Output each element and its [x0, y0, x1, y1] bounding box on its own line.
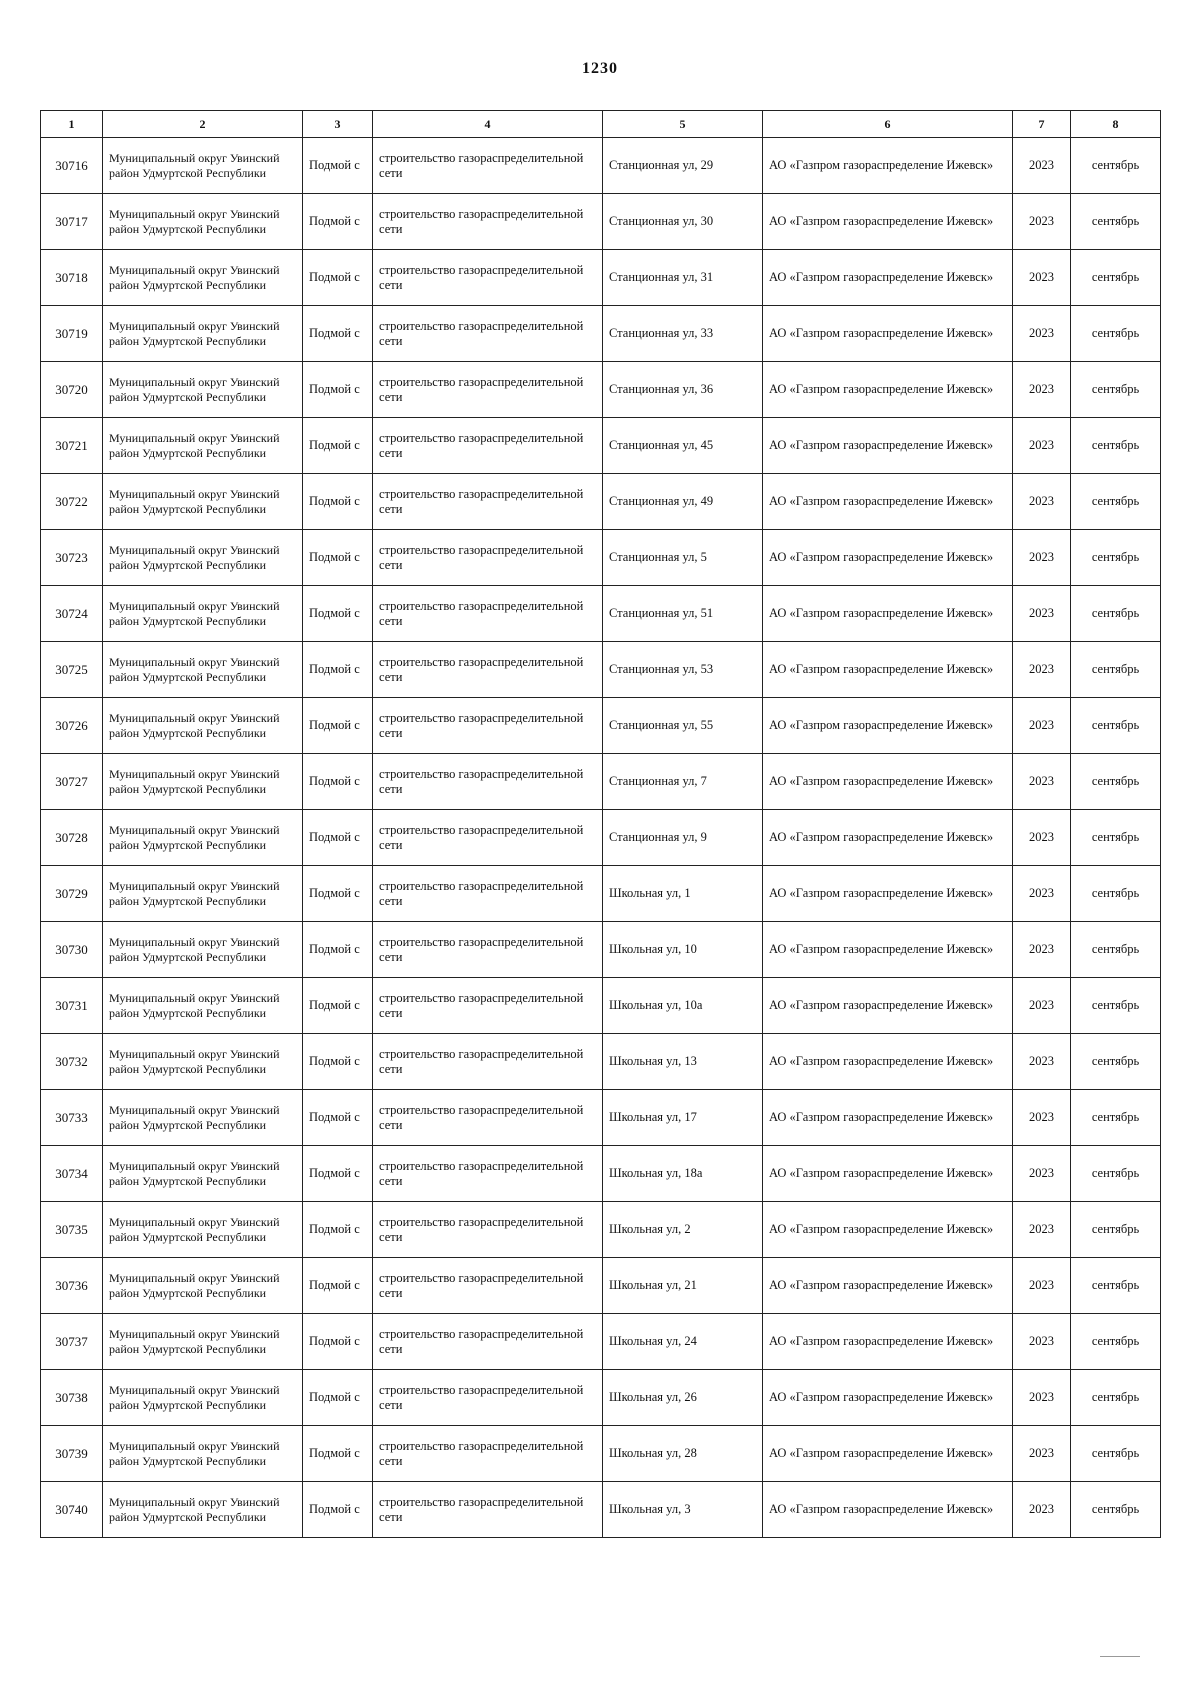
organization-cell: АО «Газпром газораспределение Ижевск»	[763, 1482, 1013, 1538]
row-number: 30724	[41, 586, 103, 642]
work-type-cell: строительство газораспределительной сети	[373, 306, 603, 362]
month-cell: сентябрь	[1071, 698, 1161, 754]
gasification-table	[40, 110, 1161, 1538]
district-cell: Муниципальный округ Увинский район Удмуртской Республики	[103, 810, 303, 866]
settlement-cell: Подмой с	[303, 1258, 373, 1314]
organization-cell: АО «Газпром газораспределение Ижевск»	[763, 1090, 1013, 1146]
table-row	[41, 306, 1161, 362]
organization-cell: АО «Газпром газораспределение Ижевск»	[763, 586, 1013, 642]
table-row	[41, 1482, 1161, 1538]
column-number-header-row	[41, 111, 1161, 138]
table-row	[41, 194, 1161, 250]
column-header-4: 4	[373, 111, 603, 138]
address-cell: Станционная ул, 31	[603, 250, 763, 306]
address-cell: Станционная ул, 36	[603, 362, 763, 418]
work-type-cell: строительство газораспределительной сети	[373, 418, 603, 474]
work-type-cell: строительство газораспределительной сети	[373, 1426, 603, 1482]
year-cell: 2023	[1013, 1370, 1071, 1426]
organization-cell: АО «Газпром газораспределение Ижевск»	[763, 418, 1013, 474]
year-cell: 2023	[1013, 362, 1071, 418]
settlement-cell: Подмой с	[303, 810, 373, 866]
month-cell: сентябрь	[1071, 754, 1161, 810]
settlement-cell: Подмой с	[303, 866, 373, 922]
work-type-cell: строительство газораспределительной сети	[373, 1146, 603, 1202]
address-cell: Станционная ул, 9	[603, 810, 763, 866]
settlement-cell: Подмой с	[303, 362, 373, 418]
settlement-cell: Подмой с	[303, 1370, 373, 1426]
work-type-cell: строительство газораспределительной сети	[373, 250, 603, 306]
address-cell: Школьная ул, 17	[603, 1090, 763, 1146]
month-cell: сентябрь	[1071, 1090, 1161, 1146]
row-number: 30722	[41, 474, 103, 530]
district-cell: Муниципальный округ Увинский район Удмуртской Республики	[103, 1202, 303, 1258]
district-cell: Муниципальный округ Увинский район Удмуртской Республики	[103, 194, 303, 250]
settlement-cell: Подмой с	[303, 1034, 373, 1090]
row-number: 30732	[41, 1034, 103, 1090]
district-cell: Муниципальный округ Увинский район Удмуртской Республики	[103, 1370, 303, 1426]
table-row	[41, 754, 1161, 810]
table-row	[41, 138, 1161, 194]
year-cell: 2023	[1013, 978, 1071, 1034]
work-type-cell: строительство газораспределительной сети	[373, 1370, 603, 1426]
row-number: 30737	[41, 1314, 103, 1370]
settlement-cell: Подмой с	[303, 1426, 373, 1482]
table-row	[41, 1034, 1161, 1090]
organization-cell: АО «Газпром газораспределение Ижевск»	[763, 1146, 1013, 1202]
address-cell: Станционная ул, 51	[603, 586, 763, 642]
settlement-cell: Подмой с	[303, 1202, 373, 1258]
settlement-cell: Подмой с	[303, 306, 373, 362]
settlement-cell: Подмой с	[303, 922, 373, 978]
settlement-cell: Подмой с	[303, 586, 373, 642]
row-number: 30716	[41, 138, 103, 194]
year-cell: 2023	[1013, 474, 1071, 530]
row-number: 30734	[41, 1146, 103, 1202]
work-type-cell: строительство газораспределительной сети	[373, 1314, 603, 1370]
month-cell: сентябрь	[1071, 306, 1161, 362]
address-cell: Станционная ул, 53	[603, 642, 763, 698]
work-type-cell: строительство газораспределительной сети	[373, 138, 603, 194]
year-cell: 2023	[1013, 810, 1071, 866]
settlement-cell: Подмой с	[303, 194, 373, 250]
column-header-5: 5	[603, 111, 763, 138]
row-number: 30731	[41, 978, 103, 1034]
settlement-cell: Подмой с	[303, 1090, 373, 1146]
work-type-cell: строительство газораспределительной сети	[373, 642, 603, 698]
settlement-cell: Подмой с	[303, 250, 373, 306]
page-number: 1230	[582, 60, 618, 77]
district-cell: Муниципальный округ Увинский район Удмуртской Республики	[103, 978, 303, 1034]
month-cell: сентябрь	[1071, 138, 1161, 194]
district-cell: Муниципальный округ Увинский район Удмуртской Республики	[103, 586, 303, 642]
month-cell: сентябрь	[1071, 1314, 1161, 1370]
row-number: 30725	[41, 642, 103, 698]
address-cell: Школьная ул, 28	[603, 1426, 763, 1482]
organization-cell: АО «Газпром газораспределение Ижевск»	[763, 754, 1013, 810]
address-cell: Станционная ул, 30	[603, 194, 763, 250]
organization-cell: АО «Газпром газораспределение Ижевск»	[763, 138, 1013, 194]
organization-cell: АО «Газпром газораспределение Ижевск»	[763, 362, 1013, 418]
table-row	[41, 1314, 1161, 1370]
organization-cell: АО «Газпром газораспределение Ижевск»	[763, 866, 1013, 922]
row-number: 30738	[41, 1370, 103, 1426]
district-cell: Муниципальный округ Увинский район Удмуртской Республики	[103, 418, 303, 474]
district-cell: Муниципальный округ Увинский район Удмуртской Республики	[103, 1426, 303, 1482]
month-cell: сентябрь	[1071, 1426, 1161, 1482]
district-cell: Муниципальный округ Увинский район Удмуртской Республики	[103, 866, 303, 922]
organization-cell: АО «Газпром газораспределение Ижевск»	[763, 1314, 1013, 1370]
organization-cell: АО «Газпром газораспределение Ижевск»	[763, 642, 1013, 698]
row-number: 30728	[41, 810, 103, 866]
table-body	[41, 138, 1161, 1538]
row-number: 30718	[41, 250, 103, 306]
column-header-3: 3	[303, 111, 373, 138]
year-cell: 2023	[1013, 1482, 1071, 1538]
year-cell: 2023	[1013, 754, 1071, 810]
month-cell: сентябрь	[1071, 922, 1161, 978]
year-cell: 2023	[1013, 418, 1071, 474]
year-cell: 2023	[1013, 1034, 1071, 1090]
organization-cell: АО «Газпром газораспределение Ижевск»	[763, 810, 1013, 866]
table-row	[41, 418, 1161, 474]
month-cell: сентябрь	[1071, 474, 1161, 530]
settlement-cell: Подмой с	[303, 1146, 373, 1202]
row-number: 30730	[41, 922, 103, 978]
table-row	[41, 922, 1161, 978]
row-number: 30720	[41, 362, 103, 418]
table-row	[41, 642, 1161, 698]
address-cell: Станционная ул, 55	[603, 698, 763, 754]
address-cell: Школьная ул, 3	[603, 1482, 763, 1538]
address-cell: Школьная ул, 26	[603, 1370, 763, 1426]
organization-cell: АО «Газпром газораспределение Ижевск»	[763, 922, 1013, 978]
settlement-cell: Подмой с	[303, 1314, 373, 1370]
table-row	[41, 474, 1161, 530]
month-cell: сентябрь	[1071, 1258, 1161, 1314]
month-cell: сентябрь	[1071, 1370, 1161, 1426]
column-header-8: 8	[1071, 111, 1161, 138]
row-number: 30729	[41, 866, 103, 922]
work-type-cell: строительство газораспределительной сети	[373, 698, 603, 754]
settlement-cell: Подмой с	[303, 642, 373, 698]
address-cell: Школьная ул, 13	[603, 1034, 763, 1090]
column-header-7: 7	[1013, 111, 1071, 138]
work-type-cell: строительство газораспределительной сети	[373, 362, 603, 418]
month-cell: сентябрь	[1071, 530, 1161, 586]
row-number: 30719	[41, 306, 103, 362]
settlement-cell: Подмой с	[303, 1482, 373, 1538]
year-cell: 2023	[1013, 922, 1071, 978]
month-cell: сентябрь	[1071, 1482, 1161, 1538]
district-cell: Муниципальный округ Увинский район Удмуртской Республики	[103, 698, 303, 754]
address-cell: Станционная ул, 33	[603, 306, 763, 362]
table-row	[41, 250, 1161, 306]
table-row	[41, 1426, 1161, 1482]
organization-cell: АО «Газпром газораспределение Ижевск»	[763, 306, 1013, 362]
row-number: 30733	[41, 1090, 103, 1146]
district-cell: Муниципальный округ Увинский район Удмуртской Республики	[103, 1090, 303, 1146]
margin-mark	[1100, 1656, 1140, 1657]
work-type-cell: строительство газораспределительной сети	[373, 474, 603, 530]
district-cell: Муниципальный округ Увинский район Удмуртской Республики	[103, 1034, 303, 1090]
address-cell: Станционная ул, 7	[603, 754, 763, 810]
settlement-cell: Подмой с	[303, 978, 373, 1034]
district-cell: Муниципальный округ Увинский район Удмуртской Республики	[103, 754, 303, 810]
district-cell: Муниципальный округ Увинский район Удмуртской Республики	[103, 1314, 303, 1370]
settlement-cell: Подмой с	[303, 474, 373, 530]
address-cell: Школьная ул, 24	[603, 1314, 763, 1370]
month-cell: сентябрь	[1071, 978, 1161, 1034]
organization-cell: АО «Газпром газораспределение Ижевск»	[763, 194, 1013, 250]
work-type-cell: строительство газораспределительной сети	[373, 754, 603, 810]
work-type-cell: строительство газораспределительной сети	[373, 810, 603, 866]
address-cell: Станционная ул, 5	[603, 530, 763, 586]
year-cell: 2023	[1013, 586, 1071, 642]
settlement-cell: Подмой с	[303, 530, 373, 586]
work-type-cell: строительство газораспределительной сети	[373, 978, 603, 1034]
month-cell: сентябрь	[1071, 194, 1161, 250]
district-cell: Муниципальный округ Увинский район Удмуртской Республики	[103, 474, 303, 530]
year-cell: 2023	[1013, 138, 1071, 194]
district-cell: Муниципальный округ Увинский район Удмуртской Республики	[103, 642, 303, 698]
table-row	[41, 530, 1161, 586]
table-row	[41, 1258, 1161, 1314]
row-number: 30721	[41, 418, 103, 474]
year-cell: 2023	[1013, 642, 1071, 698]
district-cell: Муниципальный округ Увинский район Удмуртской Республики	[103, 306, 303, 362]
table-row	[41, 810, 1161, 866]
work-type-cell: строительство газораспределительной сети	[373, 1090, 603, 1146]
table-row	[41, 698, 1161, 754]
address-cell: Станционная ул, 45	[603, 418, 763, 474]
year-cell: 2023	[1013, 866, 1071, 922]
month-cell: сентябрь	[1071, 586, 1161, 642]
organization-cell: АО «Газпром газораспределение Ижевск»	[763, 530, 1013, 586]
settlement-cell: Подмой с	[303, 418, 373, 474]
address-cell: Школьная ул, 10а	[603, 978, 763, 1034]
district-cell: Муниципальный округ Увинский район Удмуртской Республики	[103, 1146, 303, 1202]
table-row	[41, 978, 1161, 1034]
settlement-cell: Подмой с	[303, 138, 373, 194]
table-row	[41, 1090, 1161, 1146]
work-type-cell: строительство газораспределительной сети	[373, 1202, 603, 1258]
row-number: 30723	[41, 530, 103, 586]
year-cell: 2023	[1013, 530, 1071, 586]
work-type-cell: строительство газораспределительной сети	[373, 530, 603, 586]
address-cell: Школьная ул, 21	[603, 1258, 763, 1314]
table-row	[41, 362, 1161, 418]
row-number: 30736	[41, 1258, 103, 1314]
organization-cell: АО «Газпром газораспределение Ижевск»	[763, 978, 1013, 1034]
address-cell: Станционная ул, 49	[603, 474, 763, 530]
column-header-1: 1	[41, 111, 103, 138]
district-cell: Муниципальный округ Увинский район Удмуртской Республики	[103, 362, 303, 418]
district-cell: Муниципальный округ Увинский район Удмуртской Республики	[103, 138, 303, 194]
year-cell: 2023	[1013, 698, 1071, 754]
month-cell: сентябрь	[1071, 1146, 1161, 1202]
month-cell: сентябрь	[1071, 866, 1161, 922]
settlement-cell: Подмой с	[303, 754, 373, 810]
year-cell: 2023	[1013, 1426, 1071, 1482]
row-number: 30740	[41, 1482, 103, 1538]
district-cell: Муниципальный округ Увинский район Удмуртской Республики	[103, 530, 303, 586]
row-number: 30735	[41, 1202, 103, 1258]
year-cell: 2023	[1013, 1090, 1071, 1146]
address-cell: Школьная ул, 10	[603, 922, 763, 978]
address-cell: Школьная ул, 18а	[603, 1146, 763, 1202]
table-row	[41, 1146, 1161, 1202]
organization-cell: АО «Газпром газораспределение Ижевск»	[763, 698, 1013, 754]
column-header-6: 6	[763, 111, 1013, 138]
month-cell: сентябрь	[1071, 1202, 1161, 1258]
column-header-2: 2	[103, 111, 303, 138]
month-cell: сентябрь	[1071, 1034, 1161, 1090]
organization-cell: АО «Газпром газораспределение Ижевск»	[763, 1258, 1013, 1314]
organization-cell: АО «Газпром газораспределение Ижевск»	[763, 1426, 1013, 1482]
month-cell: сентябрь	[1071, 362, 1161, 418]
year-cell: 2023	[1013, 194, 1071, 250]
year-cell: 2023	[1013, 306, 1071, 362]
row-number: 30726	[41, 698, 103, 754]
month-cell: сентябрь	[1071, 810, 1161, 866]
work-type-cell: строительство газораспределительной сети	[373, 1034, 603, 1090]
table-row	[41, 1370, 1161, 1426]
year-cell: 2023	[1013, 250, 1071, 306]
organization-cell: АО «Газпром газораспределение Ижевск»	[763, 1370, 1013, 1426]
table-row	[41, 586, 1161, 642]
work-type-cell: строительство газораспределительной сети	[373, 1482, 603, 1538]
row-number: 30739	[41, 1426, 103, 1482]
table-container	[40, 110, 1160, 1538]
table-row	[41, 866, 1161, 922]
organization-cell: АО «Газпром газораспределение Ижевск»	[763, 1202, 1013, 1258]
row-number: 30727	[41, 754, 103, 810]
organization-cell: АО «Газпром газораспределение Ижевск»	[763, 250, 1013, 306]
work-type-cell: строительство газораспределительной сети	[373, 866, 603, 922]
address-cell: Школьная ул, 2	[603, 1202, 763, 1258]
month-cell: сентябрь	[1071, 418, 1161, 474]
year-cell: 2023	[1013, 1202, 1071, 1258]
organization-cell: АО «Газпром газораспределение Ижевск»	[763, 1034, 1013, 1090]
year-cell: 2023	[1013, 1258, 1071, 1314]
work-type-cell: строительство газораспределительной сети	[373, 194, 603, 250]
row-number: 30717	[41, 194, 103, 250]
district-cell: Муниципальный округ Увинский район Удмуртской Республики	[103, 250, 303, 306]
work-type-cell: строительство газораспределительной сети	[373, 1258, 603, 1314]
month-cell: сентябрь	[1071, 250, 1161, 306]
work-type-cell: строительство газораспределительной сети	[373, 922, 603, 978]
district-cell: Муниципальный округ Увинский район Удмуртской Республики	[103, 1482, 303, 1538]
district-cell: Муниципальный округ Увинский район Удмуртской Республики	[103, 1258, 303, 1314]
year-cell: 2023	[1013, 1314, 1071, 1370]
settlement-cell: Подмой с	[303, 698, 373, 754]
address-cell: Школьная ул, 1	[603, 866, 763, 922]
year-cell: 2023	[1013, 1146, 1071, 1202]
month-cell: сентябрь	[1071, 642, 1161, 698]
district-cell: Муниципальный округ Увинский район Удмуртской Республики	[103, 922, 303, 978]
organization-cell: АО «Газпром газораспределение Ижевск»	[763, 474, 1013, 530]
address-cell: Станционная ул, 29	[603, 138, 763, 194]
work-type-cell: строительство газораспределительной сети	[373, 586, 603, 642]
table-row	[41, 1202, 1161, 1258]
